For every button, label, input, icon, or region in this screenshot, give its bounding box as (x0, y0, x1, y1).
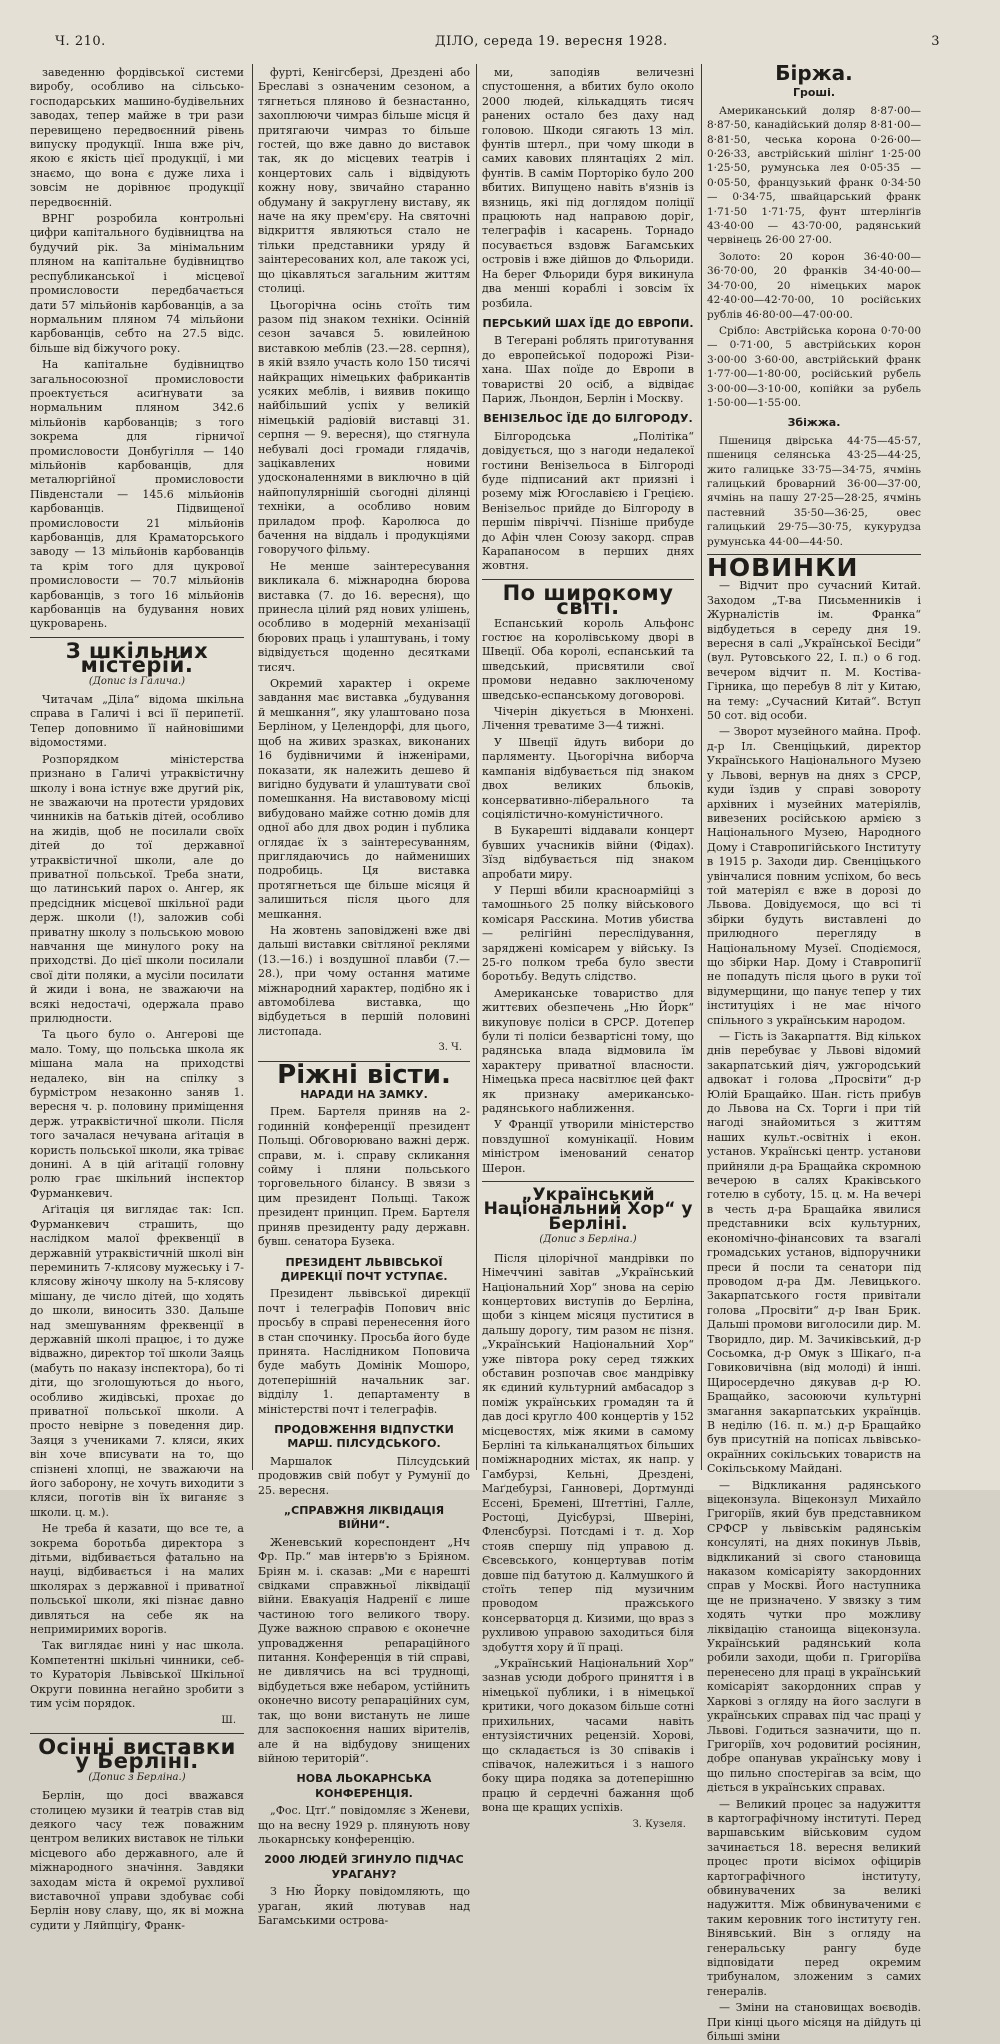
grain-prices: Пшениця двірська 44·75—45·57, пшениця селянська 43·25—44·25, жито галицьке 33·75—34·75, ячмінь галицький броварний 36·00—37·00, ячмінь на пашу 27·25—28·25, ячмінь пастевний 35·50—36·25, овес галицький 29·75—30·75, кукурудза румунська 44·00—44·50. (707, 434, 921, 548)
subheadline: ПРОДОВЖЕННЯ ВІДПУСТКИ МАРШ. ПІЛСУДСЬКОГО. (274, 1422, 454, 1451)
article-paragraph: фурті, Кенігсберзі, Дрездені або Бреславі з означеним сезоном, а тягнеться пляново й безнастанно, захоплюючи чимраз більше місця й притягаючи чимраз то більше гостей, що вже давно до виставок так, як до місцевих театрів і концертових саль і відвідують кожну нову, звичайно старанно обдуману й закруглену виставу, як наче на яку прем'єру. На святочні відкриття являються стало не тільки представники уряду й заінтересованих кол, але також усі, що цікавляться загальним життям столиці. (258, 66, 470, 296)
article-paragraph: ми, заподіяв величезні спустошення, а вбитих було около 2000 людей, кількадцять тисяч ранених остало без даху над головою. Шкоди сягають 13 міл. фунтів штерл., при чому шкоди в самих кавових плянтаціях 2 міл. фунтів. В самім Портоpіко було 200 вбитих. Випущено навіть в'язнів із вязниць, які під доглядом поліції працюють над направою доріг, телеграфів і касарень. Торнадо посувається вздовж Багамських островів і вже дійшов до Фльориди. На берег Фльориди буря викинула два менші кораблі і зовсім їх розбила. (482, 66, 694, 310)
article-paragraph: У Швеції йдуть вибори до парляменту. Цьогорічна виборча кампанія відбувається під знаком двох великих бльоків, консервативно-ліберального та соціялістично-комуністичного. (482, 735, 694, 821)
headline-exchange: Біржа. (775, 61, 853, 85)
article-paragraph: Президент львівської дирекції почт і телеграфів Попович вніс просьбу в справі перенесення його в стан спочинку. Просьба його буде принята. Наслідником Поповича буде мабуть Домінік Мошоро, дотеперішній начальник заг. відділу 1. департаменту в міністерстві почт і телеграфів. (258, 1287, 470, 1416)
article-paragraph: Женевський кореспондент „Нч Фр. Пр.“ мав інтерв'ю з Бріяном. Бріян м. і. сказав: „Ми є нарешті свідками справжньої ліквідації війни. Евакуація Надренії є лише частиною того великого твору. Дуже важною справою є оконечне упровадження репараційного питання. Конференція в тій справі, не дивлячись на всі труднощі, відбудеться вже небаром, устійнить оконечно висоту репараційних сум, так, що вони вистануть не лише для заспокоєння наших вірителів, але й на відбудову знищених війною територій“. (258, 1535, 470, 1765)
article-paragraph: На капітальне будівництво загальносоюзної промисловости проектується асиґнувати за нормальним пляном 342.6 мільйонів карбованців; з того зокрема для гірничої промисловости Донбугілля — 140 мільйонів карбованців, для металюргійної промисловости Південстали — 145.6 мільйонів карбованців. Підвищеної промисловости 21 мільйонів карбованців, для Краматорського заводу — 13 мільйонів карбованців та крім того для цукрової промисловости — 70.7 мільйонів карбованців, з того 16 мільйонів карбованців на будування нових цукроварень. (30, 358, 244, 631)
signature: Ш. (221, 1714, 236, 1726)
article-paragraph: У Франції утворили міністерство повздушної комунікації. Новим міністром іменований сенатор Шерон. (482, 1118, 694, 1175)
article-paragraph: Американське товариство для життєвих обезпечень „Ню Йорк“ викуповує поліси в СРСР. Дотепер були ті поліси безвартісні тому, що радянська влада відмовила їм характеру приватної власности. Німецька преса насвітлює цей факт як признаку американсько-радянського наближення. (482, 986, 694, 1116)
page-number: 3 (931, 34, 940, 49)
article-paragraph: Прем. Бартеля приняв на 2-годинній конференції президент Польщі. Обговорювано важні держ. справи, м. і. справу скликання сойму і пляни польського торговельного білансу. В звязи з цим президент Польщі. Також президент принцип. Прем. Бартеля приняв президенту раду державн. бувш. сенатора Бузека. (258, 1105, 470, 1249)
column-divider (701, 64, 702, 1470)
news-item: — Відкликання радянського віцеконзула. Віцеконзул Михайло Григоріїв, який був представником СРФСР у львівськім радянськім консуляті, на днях покинув Львів, відкликаний зі свого становища наказом комісаріяту закордонних справ у Москві. Його наступника ще не призначено. У звязку з тим ходять чутки про можливу ліквідацію станоища віцеконзула. Український радянський кола робили заходи, щоби п. Григоріїва перенесено для праці в український комісаріят закордонних справ у Харкові з огляду на його заслуги в українських справах під час праці у Львові. Годиться зазначити, що п. Григоріїв, хоч родовитий росіянин, добре опанував українську мову і що пильно спостерігав за всім, що діється в українських справах. (707, 1478, 921, 1795)
article-paragraph: У Перші вбили красноармійці з тамошнього 25 полку військового комісаря Расскина. Мотив убиства — релігійні переслідування, заряджені комісарем у війську. Із 25-го полком треба було звести боротьбу. Ведуть слідство. (482, 883, 694, 984)
article-paragraph: В Тегерані роблять приготування до европейської подорожі Різи-хана. Шах поїде до Европи в товаристві 20 осіб, а відвідає Париж, Льондон, Берлін і Москву. (482, 334, 694, 405)
page-issue: Ч. 210. (55, 34, 106, 49)
article-paragraph: Маршалок Пілсудський продовжив свій побут у Румунії до 25. вересня. (258, 1454, 470, 1497)
byline: (Допис з Берліна.) (88, 1771, 186, 1783)
article-paragraph: Читачам „Діла“ відома шкільна справа в Галичі і всі її перипетії. Тепер доповнимо її найновішими відомостями. (30, 693, 244, 750)
news-item: — Зворот музейного майна. Проф. д-р Іл. Свенціцький, директор Українського Національного Музею у Львові, вернув на днях з СРСР, куди їздив у справі зовороту архівних і музейних матеріялів, вивезених російською армією з Національного Музею, Народного Дому і Ставропигійського Інституту в 1915 р. Заходи дир. Свенціцького увінчалися повним успіхом, бо весь той матеріял є вже в дорозі до Львова. Довідуємося, що всі ті збірки будуть виставлені до прилюдного перегляду в Національному Музеї. Сподіємося, що збірки Нар. Дому і Ставропигії не попадуть після цього в руки тої відумерщини, що панує тепер у тих інституціях і не має нічого спільного з українським народом. (707, 725, 921, 1027)
article-paragraph: Берлін, що досі вважався столицею музики й театрів став від деякого часу теж поважним центром великих виставок не тільки місцевого або державного, але й міжнародного значіння. Завдяки заходам міста й окремої рухливої виставочної управи здобуває собі Берлін нову славу, що, як ві можна судити у Ляйпціґу, Франк- (30, 1789, 244, 1932)
article-paragraph: заведенню фордівської системи виробу, особливо на сільсько-господарських машино-будівельних заводах, тепер майже в три рази перевищено передвоєнний рівень випуску продукції. Інша вже річ, якою є якість цієї продукції, і ми знаємо, що вона є дуже лиха і зовсім не дорівнює продукції передвоєнній. (30, 66, 244, 209)
news-item: — Відчит про сучасний Китай. Заходом „Т-ва Письменників і Журналістів ім. Франка“ відбудеться в середу дня 19. вересня в салі „Української Бесіди“ (вул. Рутовського 22, І. п.) о 6 год. вечером відчит п. М. Костіва-Гірника, що перебув 8 літ у Китаю, на тему: „Сучасний Китай“. Вступ 50 сот. від особи. (707, 579, 921, 723)
byline: (Допис з Берліна.) (539, 1234, 637, 1246)
silver-rates: Срібло: Австрійська корона 0·70·00 — 0·71·00, 5 австрійських корон 3·00·00 3·60·00, австрійський франк 1·77·00—1·80·00, російський рубель 3·00·00—3·10·00, копійки за рубель 1·50·00—1·55·00. (707, 324, 921, 409)
news-item: — Великий процес за надужиття в картографічному інституті. Перед варшавським військовим судом зачинається 18. вересня великий процес проти вісімох офіцирів картографічного інституту, обвинувачених за великі надужиття. Між обвинуваченими є таким керовник того інституту ген. Вінявський. Він з огляду на генеральську рангу буде відповідати перед окремим трибуналом, зложеним з самих генералів. (707, 1797, 921, 1998)
signature: З. Ч. (438, 1042, 462, 1054)
column-divider (252, 64, 253, 1470)
article-paragraph: В Букарешті віддавали концерт бувших учасників війни (Фідах). Зїзд відбувається під знаком апробати миру. (482, 824, 694, 881)
article-paragraph: Після цілорічної мандрівки по Німеччині завітав „Український Національний Хор“ знова на серію концертових виступів до Берліна, щоби з кінцем місяця пуститися в дальшу дорогу, тим разом нє пізня. „Український Національний Хор“ уже півтора року серед тяжких обставин розпочав своє мандрівку як єдиний культурний амбасадор з поміж українських громадян та й дав досі кругло 400 концертів у 152 місцевостях, між якими в самому Берліні та кільканалцятьох більших поміжнародних містах, як напр. у Гамбурзі, Кельні, Дрездені, Маґдебурзі, Ганновері, Дортмунді Ессені, Бремені, Штеттіні, Галле, Ростоці, Дуісбурзі, Шверіні, Фленсбурзі. Потсдамі і т. д. Хор стояв спершу під управою д. Євсевського, концертував потім довше під батутою д. Калмушкого й стоїть тепер під музичним проводом пражського консерваторця д. Кизими, що враз з рухливою управою заходиться біля здобуття хору й її праці. (482, 1251, 695, 1654)
headline-around-world: По широкому світі. (502, 580, 674, 620)
divider (482, 579, 694, 580)
column-3 (482, 66, 695, 1830)
article-paragraph: На жовтень заповіджені вже дві дальші виставки світляної реклями (13.—16.) і воздушної плавби (7.—28.), при чому остання матиме міжнародний характер, подібно як і автомобілева виставка, що відбудеться в першій половині листопада. (258, 923, 470, 1038)
article-paragraph: Розпорядком міністерства признано в Галичі утраквістичну школу і вона істнує вже другий рік, не зважаючи на протести урядових чинників на батьків дітей, особливо на жидів, щоб не посилали своїх дітей до тої державної утраквістичної школи, але до приватної польської. Треба знати, що латинський парох о. Ангер, як предсідник місцевої шкільної ради держ. школи (!), заложив собі приватну школу з польською мовою навчання ще минулого року на приходстві. До цієї школи посилали свої діти поляки, а мусіли посилати й жиди і вона, не зважаючи на всякі недостачі, одержала право прилюдности. (30, 752, 244, 1025)
article-paragraph: Не менше заінтересування викликала 6. міжнародна бюрова виставка (7. до 16. вересня), що принесла цілий ряд нових улішень, особливо в модерній механізації бюрових праць і улаштувань, і тому відвідується щоденно десятками тисяч. (258, 559, 470, 674)
subheadline: Збіжжа. (787, 416, 841, 430)
subheadline: НОВА ЛЬОКАРНСЬКА КОНФЕРЕНЦІЯ. (296, 1772, 432, 1800)
gold-rates: Золото: 20 корон 36·40·00—36·70·00, 20 франків 34·40·00—34·70·00, 20 німецьких марок 42·40·00—42·70·00, 10 російських рублів 46·80·00—47·00·00. (707, 250, 921, 321)
article-paragraph: Не треба й казати, що все те, а зокрема боротьба директора з дітьми, відбивається фатально на науці, відбивається і на малих школярах з державної і приватної польської школи, які пізнає давно дивляться на себе як на непримиримих ворогів. (30, 1522, 244, 1637)
subheadline: Гроші. (792, 86, 836, 100)
exchange-rates: Американський доляр 8·87·00—8·87·50, канадійський доляр 8·81·00—8·81·50, чеська корона 0·26·00—0·26·33, австрійський шілінґ 1·25·00 1·25·50, румунська лея 0·05·35 — 0·05·50, французький франк 0·34·50 — 0·34·75, швайцарський франк 1·71·50 1·71·75, фунт штерлінґів 43·40·00 — 43·70·00, радянський червінець 26·00 27·00. (707, 104, 921, 247)
article-paragraph: Білгородська „Політіка“ довідується, що з нагоди недалекої гостини Венізельоса в Білгороді буде підписаний акт приязні і розему між Югославією і Грецією. Венізельос прийде до Білгороду в першім півріччі. Пізніше прибуде до Афін член Союзу закорд. справ Карапаносом в перших днях жовтня. (482, 429, 694, 573)
column-1 (30, 66, 244, 1932)
news-item: — Зміни на становищах воєводів. При кінці цього місяця на дійдуть ці більші зміни (707, 2001, 921, 2044)
article-paragraph: Цьогорічна осінь стоїть тим разом під знаком техніки. Осінній сезон зачався 5. ювилейною виставкою меблів (23.—28. серпня), в якій взяло участь коло 150 тисячі найкращих німецьких фабрикантів усяких меблів, і виявив покищо найбільший успіх у великій німецькій радіовій виставці 31. серпня — 9. вересня), що стягнула небувалі досі громади глядачів, зацікавлених новими удосконаленнями в виключно в цій найпопулярнішій сьогодні ділянці техніки, а особливо новим приладом проф. Каролюса до бачення на віддаль і продукціями говоручого фільму. (258, 298, 470, 557)
subheadline: „СПРАВЖНЯ ЛІКВІДАЦІЯ ВІЙНИ“. (283, 1504, 445, 1532)
headline-national-choir: „Український Національний Хор“ у Берліні. (483, 1185, 693, 1234)
column-4 (707, 61, 921, 2044)
news-item: — Гість із Закарпаття. Від кількох днів перебуває у Львові відомий закарпатський діяч, ужгородський адвокат і голова „Просвіти“ д-р Юлій Бращайко. Шан. гість прибув до Львова на Сх. Торги і при тій нагоді знайомиться з життям наших культ.-освітніх і екон. установ. Українські центр. установи прийняли д-ра Бращайка скромною вечерою в салях Краківського готелю в суботу, 15. ц. м. На вечері в честь д-ра Бращайка явилися представники всіх культурних, економічно-фінансових та взагалі громадських установ, відпоручники преси й посли та сенатори під проводом д-ра Дм. Левицького. Закарпатського гостя привітали голова „Просвіти“ д-р Іван Брик. Дальші промови виголосили дир. М. Творидло, дир. М. Зачиківський, д-р Сосьомка, д-р Омук з Шікаґо, п-а Говиковичівна (від молоді) й інші. Щиросердечно дякував д-р Ю. Бращайко, засоюючи культурні змагання закарпатських українців. В неділю (16. п. м.) д-р Бращайко був присутній на попісах львівсько-окраїнних сокільських товариств на Сокільському Майдані. (707, 1030, 921, 1476)
column-divider (476, 64, 477, 1470)
subheadline: 2000 ЛЮДЕЙ ЗГИНУЛО ПІДЧАС УРАГАНУ? (264, 1853, 464, 1881)
article-paragraph: Так виглядає нині у нас школа. Компетентні шкільні чинники, себ-то Кураторія Львівської Шкільної Округи повинна негайно зробити з тим усім порядок. (30, 1639, 244, 1711)
article-paragraph: „Фос. Цтґ.“ повідомляє з Женеви, що на весну 1929 р. плянують нову льокарнську конференцію. (258, 1804, 470, 1846)
headline-berlin-exhibitions: Осінні виставки у Берліні. (38, 1734, 236, 1774)
article-paragraph: З Ню Йорку повідомляють, що ураган, який лютував над Багамськими острова- (258, 1885, 470, 1927)
divider (30, 637, 244, 638)
article-paragraph: Чічерін дікується в Мюнхені. Лічення треватиме 3—4 тижні. (482, 705, 694, 733)
divider (482, 1181, 694, 1182)
article-paragraph: Аґітація ця виглядає так: Ісп. Фурманкевич страшить, що наслідком малої фреквенції в державній утраквістичній школі він переминить 7-клясову мужеську і 7-клясову жіночу школу на 5-клясову мішану, де число дітей, що ходять до школи, виносить 330. Дальше над змешуванням фреквенції в державній школі працює, і то дуже відважно, директор тої школи Заяць (мабуть по наказу інспектора), бо ті діти, що зголошуються до нього, особливо жидівські, прохає до приватної польської школи. А просто невірне з поведення дир. Заяця з учениками 7. кляси, яких він хоче вписувати на то, що спізнені хлопці, не зважаючи на його заборону, не хочуть виходити з кляси, поготів він їх виганяє з школи. ц. м.). (30, 1203, 244, 1519)
article-paragraph: Еспанський король Альфонс гостює на королівському дворі в Швеції. Оба королі, еспанський та шведський, присвятили свої промови недавно заключеному шведсько-еспанському договорові. (482, 616, 694, 702)
headline-various-news: Ріжні вісти. (277, 1059, 451, 1090)
subheadline: ПРЕЗИДЕНТ ЛЬВІВСЬКОЇ ДИРЕКЦІЇ ПОЧТ УСТУПАЄ. (280, 1255, 448, 1283)
masthead-date: ДІЛО, середа 19. вересня 1928. (435, 34, 668, 49)
article-paragraph: „Український Національний Хор“ зазнав усюди доброго приняття і в німецької публики, і в німецької критики, чого доказом більше сотні прихильних, часами навіть ентузіястичних рецензій. Хорові, що складається із 30 співаків і співачок, належиться і з нашого боку щира подяка за дотеперішню працю й сердечні бажання щоб вона ще кращих успіхів. (482, 1657, 694, 1815)
subheadline: ПЕРСЬКИЙ ШАХ ЇДЕ ДО ЕВРОПИ. (482, 316, 694, 330)
signature: З. Кузеля. (632, 1818, 686, 1830)
headline-news: НОВИНКИ (707, 553, 859, 582)
divider (30, 1733, 244, 1734)
column-2 (258, 66, 470, 1927)
subheadline: ВЕНІЗЕЛЬОС ЇДЕ ДО БІЛГОРОДУ. (483, 412, 693, 426)
article-paragraph: ВРНГ розробила контрольні цифри капітального будівництва на будучий рік. За мінімальним пляном на капітальне будівництво республиканської і місцевої промисловости передбачається дати 57 мільйонів карбованців, а за нормальним пляном 74 мільйони карбованців, себто на 27.5 відс. більше від біжучого року. (30, 212, 244, 355)
article-paragraph: Та цього було о. Ангерові ще мало. Тому, що польська школа як мішана мала на приходстві недалеко, він на спілку з бурмістром незаконно заняв 1. вересня ч. р. половину приміщення держ. утраквістичної школи. Після того зачалася нечувана аґітація в користь польської школи, яка тріває донині. А в цій аґітації головну ролю грає шкільний інспектор Фурманкевич. (30, 1028, 244, 1200)
page-header (55, 34, 940, 58)
byline: (Допис із Галича.) (88, 675, 186, 687)
subheadline: НАРАДИ НА ЗАМКУ. (300, 1088, 428, 1102)
article-paragraph: Окремий характер і окреме завдання має виставка „будування й мешкання“, яку улаштовано поза Берліном, у Целендорфі, для цього, щоб на живих зразках, виконаних 16 будівничими й інженірами, показати, як належить дешево й вигідно будувати й улаштувати свої помешкання. На виставовому місці вибудовано майже сотню домів для одної або для двох родин і публика оглядає їх з заінтересуванням, приглядаючись до наймениших подробиць. Ця виставка протягнеться ще більше місяця й залишиться після цього для мешкання. (258, 677, 470, 921)
headline-school-mysteries: З шкільних містерій. (65, 638, 209, 678)
